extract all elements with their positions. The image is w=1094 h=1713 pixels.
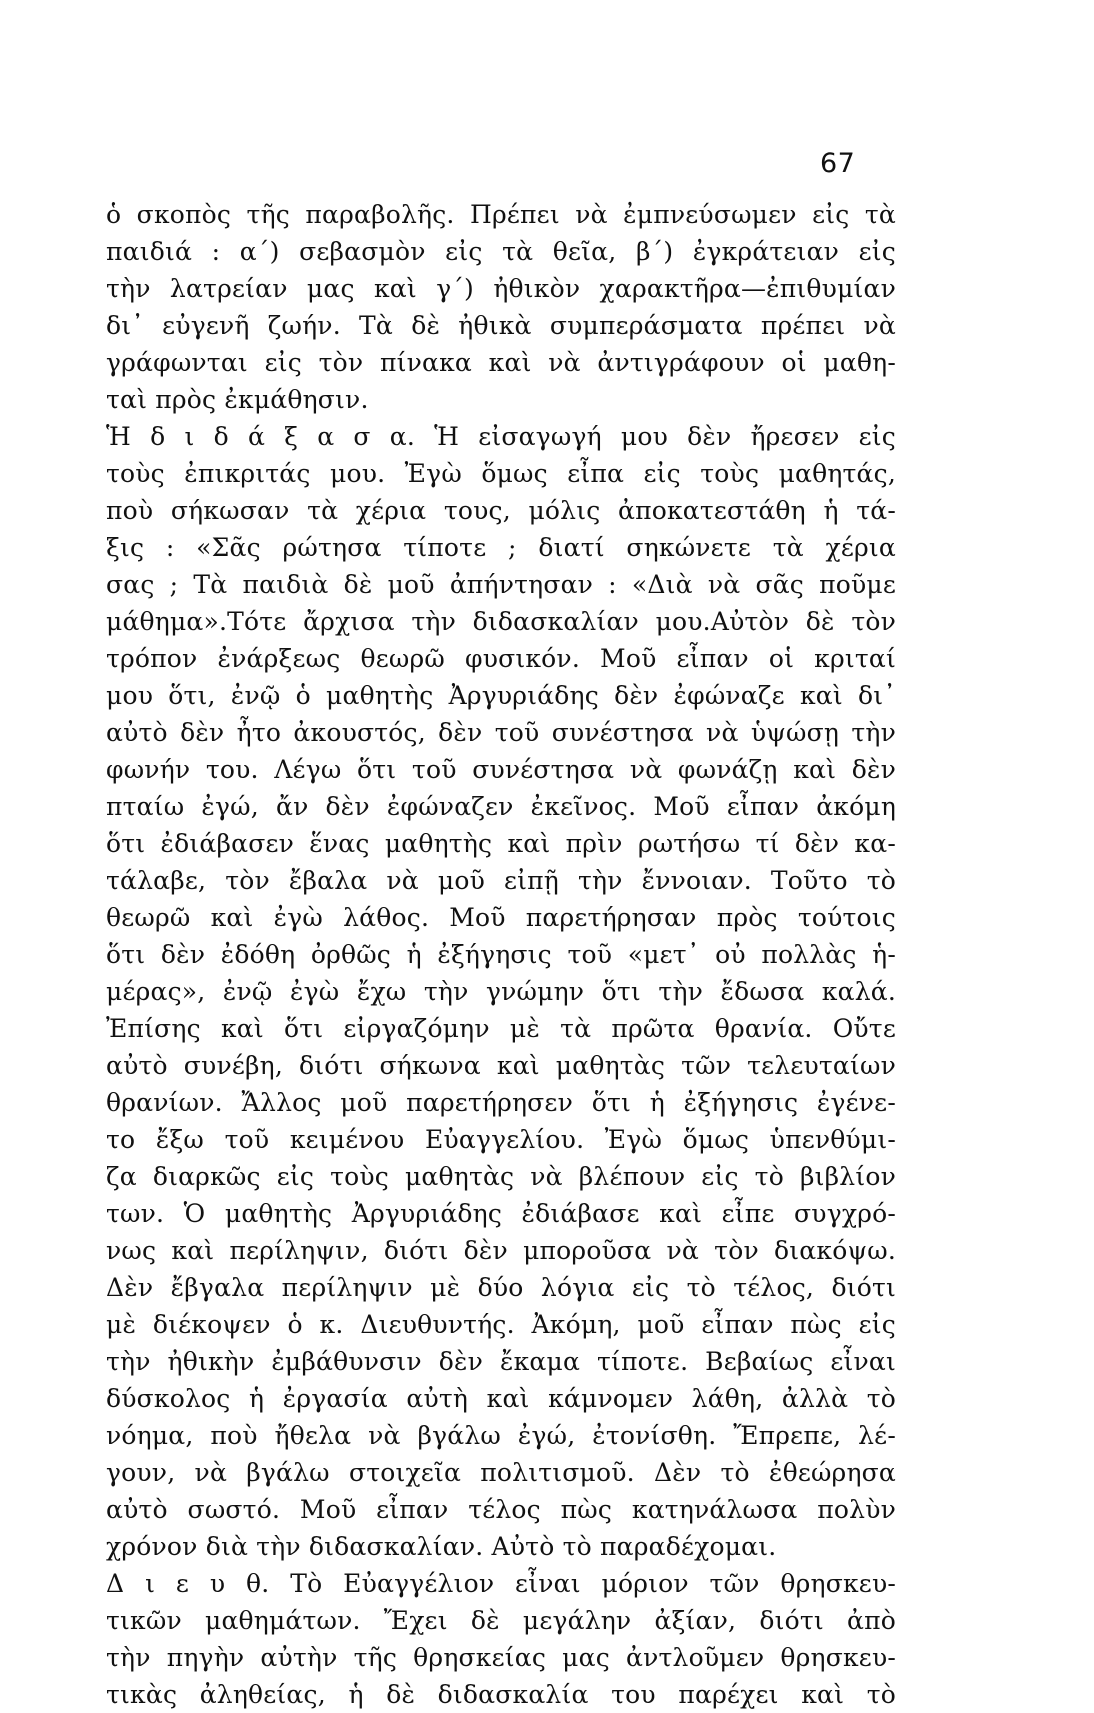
text-line: Δ ι ε υ θ. Τὸ Εὐαγγέλιον εἶναι μόριον τῶν θρησκευ- [106, 1569, 896, 1598]
text-line: Δὲν ἔβγαλα περίληψιν μὲ δύο λόγια εἰς τὸ τέλος, διότι [106, 1273, 896, 1302]
text-line: παιδιά : α΄) σεβασμὸν εἰς τὰ θεῖα, β΄) ἐγκράτειαν εἰς [106, 237, 896, 266]
text-line: πταίω ἐγώ, ἄν δὲν ἐφώναζεν ἐκεῖνος. Μοῦ εἶπαν ἀκόμη [106, 792, 896, 821]
text-line: μάθημα».Τότε ἄρχισα τὴν διδασκαλίαν μου.Αὐτὸν δὲ τὸν [106, 607, 896, 636]
text-line: ζα διαρκῶς εἰς τοὺς μαθητὰς νὰ βλέπουν εἰς τὸ βιβλίον [106, 1162, 896, 1191]
text-line: τικὰς ἀληθείας, ἡ δὲ διδασκαλία του παρέχει καὶ τὸ [106, 1680, 896, 1709]
text-line: τοὺς ἐπικριτάς μου. Ἐγὼ ὅμως εἶπα εἰς τοὺς μαθητάς, [106, 459, 896, 488]
text-line: φωνήν του. Λέγω ὅτι τοῦ συνέστησα νὰ φωνάζῃ καὶ δὲν [106, 755, 896, 784]
page-number: 67 [820, 148, 856, 179]
text-line: τρόπον ἐνάρξεως θεωρῶ φυσικόν. Μοῦ εἶπαν οἱ κριταί [106, 644, 896, 673]
text-line: γράφωνται εἰς τὸν πίνακα καὶ νὰ ἀντιγράφουν οἱ μαθη- [106, 348, 896, 377]
text-line: ὁ σκοπὸς τῆς παραβολῆς. Πρέπει νὰ ἐμπνεύσωμεν εἰς τὰ [106, 200, 896, 229]
text-line: χρόνον διὰ τὴν διδασκαλίαν. Αὐτὸ τὸ παραδέχομαι. [106, 1532, 777, 1561]
text-line: των. Ὁ μαθητὴς Ἀργυριάδης ἐδιάβασε καὶ εἶπε συγχρό- [106, 1199, 896, 1228]
text-line: σας ; Τὰ παιδιὰ δὲ μοῦ ἀπήντησαν : «Διὰ νὰ σᾶς ποῦμε [106, 570, 896, 599]
text-line: τὴν λατρείαν μας καὶ γ΄) ἠθικὸν χαρακτῆρα—ἐπιθυμίαν [106, 274, 896, 303]
text-line: τάλαβε, τὸν ἔβαλα νὰ μοῦ εἰπῇ τὴν ἔννοιαν. Τοῦτο τὸ [106, 866, 896, 895]
text-line: μέρας», ἐνῷ ἐγὼ ἔχω τὴν γνώμην ὅτι τὴν ἔδωσα καλά. [106, 977, 896, 1006]
text-line: το ἔξω τοῦ κειμένου Εὐαγγελίου. Ἐγὼ ὅμως ὑπενθύμι- [106, 1125, 896, 1154]
text-line: μὲ διέκοψεν ὁ κ. Διευθυντής. Ἀκόμη, μοῦ εἶπαν πὼς εἰς [106, 1310, 896, 1339]
text-line: θεωρῶ καὶ ἐγὼ λάθος. Μοῦ παρετήρησαν πρὸς τούτοις [106, 903, 896, 932]
text-line: δι᾿ εὐγενῆ ζωήν. Τὰ δὲ ἠθικὰ συμπεράσματα πρέπει νὰ [106, 311, 896, 340]
text-line: νως καὶ περίληψιν, διότι δὲν μποροῦσα νὰ τὸν διακόψω. [106, 1236, 896, 1265]
text-line: Ἡ δ ι δ ά ξ α σ α. Ἡ εἰσαγωγή μου δὲν ἤρεσεν εἰς [106, 422, 896, 451]
text-line: ταὶ πρὸς ἐκμάθησιν. [106, 385, 369, 414]
text-line: αὐτὸ δὲν ἦτο ἀκουστός, δὲν τοῦ συνέστησα νὰ ὑψώσῃ τὴν [106, 718, 896, 747]
text-line: Ἐπίσης καὶ ὅτι εἰργαζόμην μὲ τὰ πρῶτα θρανία. Οὔτε [106, 1014, 896, 1043]
text-line: ὅτι δὲν ἐδόθη ὀρθῶς ἡ ἐξήγησις τοῦ «μετ᾿ οὐ πολλὰς ἡ- [106, 940, 896, 969]
text-line: τὴν ἠθικὴν ἐμβάθυνσιν δὲν ἔκαμα τίποτε. Βεβαίως εἶναι [106, 1347, 896, 1376]
text-line: μου ὅτι, ἐνῷ ὁ μαθητὴς Ἀργυριάδης δὲν ἐφώναζε καὶ δι᾿ [106, 681, 896, 710]
text-line: γουν, νὰ βγάλω στοιχεῖα πολιτισμοῦ. Δὲν τὸ ἐθεώρησα [106, 1458, 896, 1487]
text-line: ξις : «Σᾶς ρώτησα τίποτε ; διατί σηκώνετε τὰ χέρια [106, 533, 896, 562]
body-text [106, 196, 896, 1713]
text-line: θρανίων. Ἄλλος μοῦ παρετήρησεν ὅτι ἡ ἐξήγησις ἐγένε- [106, 1088, 896, 1117]
text-line: ποὺ σήκωσαν τὰ χέρια τους, μόλις ἀποκατεστάθη ἡ τά- [106, 496, 896, 525]
text-line: νόημα, ποὺ ἤθελα νὰ βγάλω ἐγώ, ἐτονίσθη. Ἔπρεπε, λέ- [106, 1421, 896, 1450]
text-line: αὐτὸ συνέβη, διότι σήκωνα καὶ μαθητὰς τῶν τελευταίων [106, 1051, 896, 1080]
text-line: δύσκολος ἡ ἐργασία αὐτὴ καὶ κάμνομεν λάθη, ἀλλὰ τὸ [106, 1384, 896, 1413]
text-line: αὐτὸ σωστό. Μοῦ εἶπαν τέλος πὼς κατηνάλωσα πολὺν [106, 1495, 896, 1524]
text-line: τικῶν μαθημάτων. Ἔχει δὲ μεγάλην ἀξίαν, διότι ἀπὸ [106, 1606, 896, 1635]
text-line: τὴν πηγὴν αὐτὴν τῆς θρησκείας μας ἀντλοῦμεν θρησκευ- [106, 1643, 896, 1672]
text-line: ὅτι ἐδιάβασεν ἕνας μαθητὴς καὶ πρὶν ρωτήσω τί δὲν κα- [106, 829, 896, 858]
